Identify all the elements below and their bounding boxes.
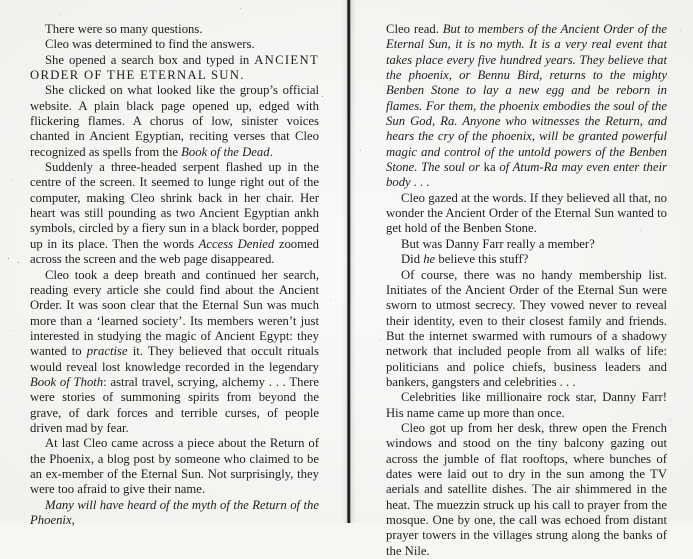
paragraph [30,53,319,84]
paragraph [386,237,667,252]
scan-noise [0,0,1,1]
text-run: Cleo took a deep breath and continued her search, reading every article she could find about the Ancient Order. It was soon clear that the Eternal Sun was much more than a ‘learned society’. Its members weren’t just interested in studying the magic of Ancient Egypt: they wanted to [30,267,319,359]
paragraph [386,268,667,391]
text-run: Cleo was determined to find the answers. [45,37,255,52]
text-run: Access Denied [198,236,275,251]
paragraph [30,22,319,37]
text-run: There were so many questions. [45,22,203,36]
text-run: . [240,68,244,83]
paragraph [386,421,667,559]
text-run: But was Danny Farr really a member? [401,236,595,251]
text-run: She clicked on what looked like the group’s official website. A plain black page opened up, edged with flickering flames. A chorus of low, sinister voices chanted in Ancient Egyptian, reciting verses that Cleo recognized as spells from the [30,83,319,159]
text-run: She opened a search box and typed in [45,52,255,67]
text-run: : astral travel, scrying, alchemy . . . There were stories of summoning spirits from beyond the grave, of dark forces and terrible curses, of people driven mad by fear. [30,374,319,435]
paragraph [30,83,319,160]
text-run: believe this stuff? [435,252,529,267]
paragraph [386,191,667,237]
paragraph [30,160,319,267]
paragraph [386,390,667,421]
text-run: ANCIENT ORDER OF THE ETERNAL SUN [30,52,319,83]
text-run: Cleo read. [386,22,443,36]
text-run: ka [483,160,496,175]
text-run: But to members of the Ancient Order of the Eternal Sun, it is no myth. It is a very real event that takes place every five hundred years. They believe that the phoenix, or Bennu Bird, returns to the mighty Benben Stone to lay a new egg and be reborn in flames. For them, the phoenix embodies the soul of the Sun God, Ra. Anyone who witnesses the Return, and hears the cry of the phoenix, will be granted powerful magic and control of the untold powers of the Benben Stone. The soul or [386,22,668,175]
text-run: he [423,252,436,267]
paragraph [30,498,319,529]
text-run: Book of the Dead [181,144,270,159]
text-run: Did [401,252,424,267]
text-run: zoomed across the screen and the web page disappeared. [30,236,319,267]
page-gutter-line [341,0,357,523]
text-run: it. They believed that occult rituals would reveal lost knowledge recorded in the legendary [30,344,319,374]
text-run: practise [86,344,128,359]
text-run: . [269,144,273,159]
text-run: Celebrities like millionaire rock star, Danny Farr! His name came up more than once. [386,390,667,420]
text-run: Suddenly a three-headed serpent flashed up in the centre of the screen. It seemed to lunge right out of the computer, making Cleo shrink back in her chair. Her heart was still pounding as two Ancient Egyptian ankh symbols, circled by a fiery sun in a black border, popped up in its place. Then the words [30,160,319,251]
paragraph [386,22,667,191]
paragraph [386,252,667,267]
text-run: Book of Thoth [30,374,104,389]
text-run: Of course, there was no handy membership list. Initiates of the Ancient Order of the Eternal Sun were sworn to utmost secrecy. They vowed never to reveal their identity, even to their closest family and friends. But the internet swarmed with rumours of a shadowy network that included people from all walks of life: politicians and police chiefs, business leaders and bankers, gangsters and celebrities . . . [386,267,667,389]
paragraph [30,436,319,497]
text-run: of Atum-Ra may even enter their body . . . [386,160,667,190]
text-run: At last Cleo came across a piece about the Return of the Phoenix, a blog post by someone who claimed to be an ex-member of the Eternal Sun. Not surprisingly, they were too afraid to give their name. [30,436,319,497]
text-run: Cleo got up from her desk, threw open the French windows and stood on the tiny balcony gazing out across the jumble of flat rooftops, where bunches of dates were laid out to dry in the sun among the TV aerials and satellite dishes. The air shimmered in the heat. The muezzin struck up his call to prayer from the mosque. One by one, the call was echoed from distant prayer towers in the villages strung along the banks of the Nile. [386,420,667,558]
text-run: Many will have heard of the myth of the Return of the Phoenix, [30,497,319,527]
right-page-text [386,22,667,559]
left-page-text [30,22,319,528]
paragraph [30,37,319,52]
paragraph [30,268,319,437]
text-run: Cleo gazed at the words. If they believed all that, no wonder the Ancient Order of the Eternal Sun wanted to get hold of the Benben Stone. [386,190,667,236]
